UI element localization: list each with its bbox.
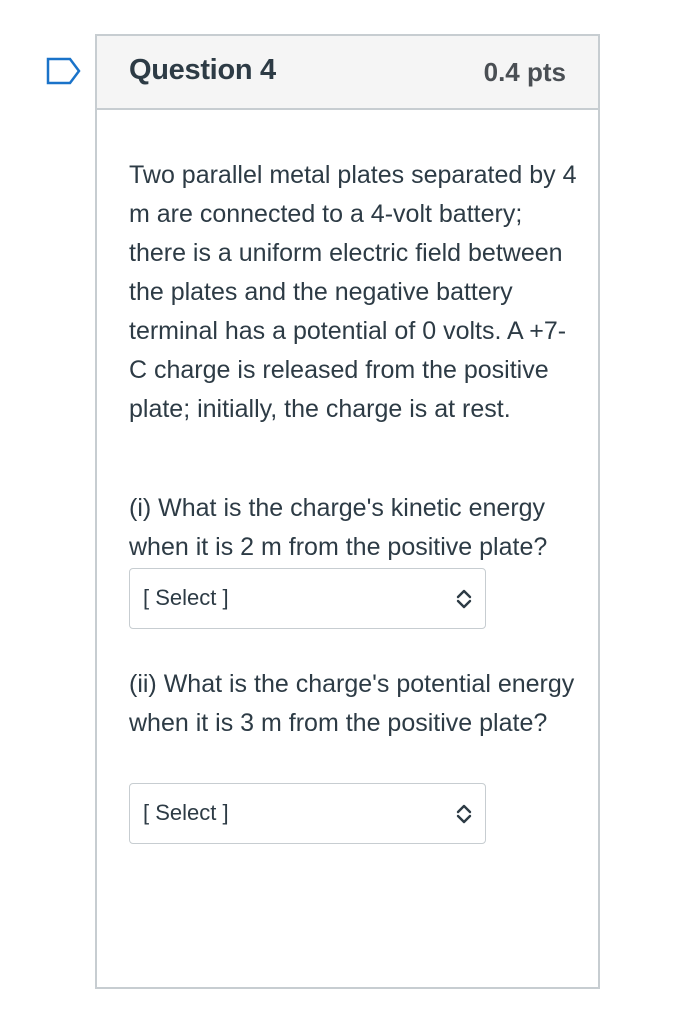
question-points: 0.4 pts [483,57,566,87]
question-card [95,34,600,989]
question-text: Two parallel metal plates separated by 4 m are connected to a 4-volt battery; there is a uniform electric field between the plates and the negative battery terminal has a potential of 0 volts. A +7-C charge is released from the positive plate; initially, the charge is at rest. [129,161,577,423]
up-down-caret-icon [455,803,473,825]
part-1-answer-select[interactable] [129,568,486,629]
part-1-prompt: (i) What is the charge's kinetic energy when it is 2 m from the positive plate? [129,494,548,561]
part-2-prompt: (ii) What is the charge's potential energy when it is 3 m from the positive plate? [129,670,575,737]
select-value: [ Select ] [143,585,229,610]
part-2-answer-select[interactable] [129,783,486,844]
question-header [97,36,598,110]
select-value: [ Select ] [143,800,229,825]
flag-question-icon[interactable] [46,57,82,85]
up-down-caret-icon [455,588,473,610]
question-title: Question 4 [129,54,276,86]
